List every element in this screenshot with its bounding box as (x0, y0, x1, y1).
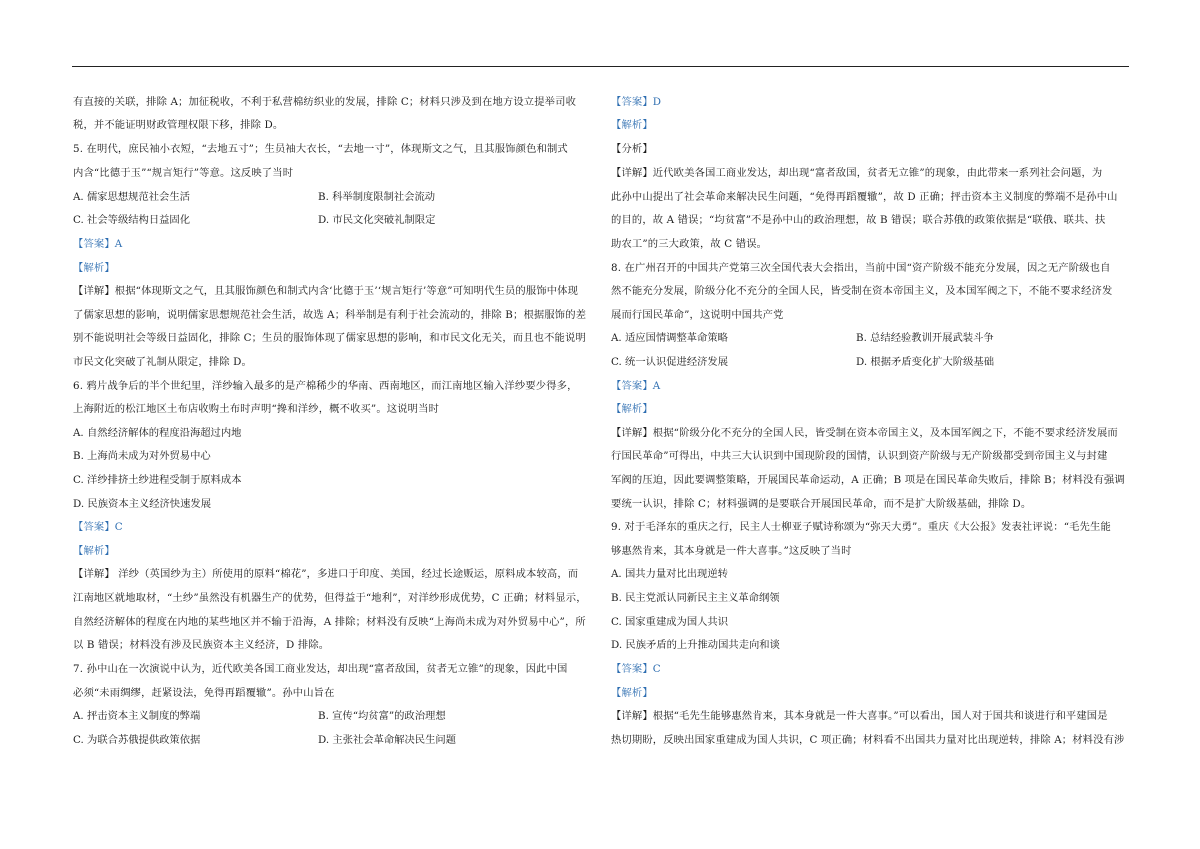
option-b: B. 宣传“均贫富”的政治理想 (318, 710, 446, 722)
explanation-line: 军阀的压迫，因此要调整策略，开展国民革命运动，A 正确；B 项是在国民革命失败后，排除 B；材料没有强调 (611, 474, 1125, 486)
explanation-line: 了儒家思想的影响，说明儒家思想规范社会生活，故选 A；科举制是有利于社会流动的，排除 B；根据服饰的差 (73, 309, 587, 321)
header-rule (72, 66, 1129, 67)
option-c: C. 为联合苏俄提供政策依据 (73, 734, 201, 746)
explanation-line: 【详解】根据“阶级分化不充分的全国人民，皆受制在资本帝国主义，及本国军阀之下，不能不要求经济发展而 (611, 427, 1118, 439)
explanation-line: 的目的，故 A 错误；“均贫富”不是孙中山的政治理想，故 B 错误；联合苏俄的政策依据是“联俄、联共、扶 (611, 214, 1106, 226)
analysis-label: 【解析】 (611, 119, 653, 131)
question-8-stem: 8. 在广州召开的中国共产党第三次全国代表大会指出，当前中国“资产阶级不能充分发展，因之无产阶级也自 (611, 262, 1111, 274)
option-b: B. 上海尚未成为对外贸易中心 (73, 450, 211, 462)
question-6-stem: 6. 鸦片战争后的半个世纪里，洋纱输入最多的是产棉稀少的华南、西南地区，而江南地区输入洋纱要少得多， (73, 380, 578, 392)
option-c: C. 社会等级结构日益固化 (73, 214, 191, 226)
option-b: B. 民主党派认同新民主主义革命纲领 (611, 592, 780, 604)
option-a: A. 自然经济解体的程度沿海超过内地 (73, 427, 242, 439)
question-9-stem: 9. 对于毛泽东的重庆之行，民主人士柳亚子赋诗称颂为“弥天大勇”。重庆《大公报》发表社评说：“毛先生能 (611, 521, 1111, 533)
answer-label: 【答案】A (611, 380, 661, 392)
option-d: D. 根据矛盾变化扩大阶级基础 (856, 356, 994, 368)
analysis-label: 【解析】 (611, 403, 653, 415)
paragraph-line: 税，并不能证明财政管理权限下移，排除 D。 (73, 119, 284, 131)
question-5-stem: 内含“比德于玉”“规言矩行”等意。这反映了当时 (73, 167, 294, 179)
option-b: B. 科举制度限制社会流动 (318, 191, 436, 203)
question-9-stem: 够惠然肯来，其本身就是一件大喜事。”这反映了当时 (611, 545, 852, 557)
analysis-label: 【解析】 (73, 545, 115, 557)
explanation-line: 此孙中山提出了社会革命来解决民生问题，“免得再蹈覆辙”，故 D 正确；抨击资本主义制度的弊端不是孙中山 (611, 191, 1118, 203)
question-5-stem: 5. 在明代，庶民袖小衣短，“去地五寸”；生员袖大衣长，“去地一寸”，体现斯文之气，且其服饰颜色和制式 (73, 143, 568, 155)
option-d: D. 民族资本主义经济快速发展 (73, 498, 211, 510)
option-c: C. 统一认识促进经济发展 (611, 356, 729, 368)
option-b: B. 总结经验教训开展武装斗争 (856, 332, 994, 344)
analysis-heading: 【分析】 (611, 143, 653, 155)
question-7-stem: 必须“未雨绸缪，赶紧设法，免得再蹈覆辙”。孙中山旨在 (73, 687, 335, 699)
analysis-label: 【解析】 (611, 687, 653, 699)
explanation-line: 市民文化突破了礼制从限定，排除 D。 (73, 356, 252, 368)
explanation-line: 行国民革命”可得出，中共三大认识到中国现阶段的国情，认识到资产阶级与无产阶级都受到帝国主义与封建 (611, 450, 1108, 462)
question-7-stem: 7. 孙中山在一次演说中认为，近代欧美各国工商业发达，却出现“富者敌国，贫者无立锥”的现象，因此中国 (73, 663, 568, 675)
option-c: C. 国家重建成为国人共识 (611, 616, 729, 628)
option-a: A. 抨击资本主义制度的弊端 (73, 710, 201, 722)
question-8-stem: 展而行国民革命”，这说明中国共产党 (611, 309, 784, 321)
option-c: C. 洋纱排挤土纱进程受制于原料成本 (73, 474, 242, 486)
question-6-stem: 上海附近的松江地区土布店收购土布时声明“搀和洋纱，概不收买”。这说明当时 (73, 403, 440, 415)
explanation-line: 【详解】近代欧美各国工商业发达，却出现“富者敌国，贫者无立锥”的现象，由此带来一系列社会问题，为 (611, 167, 1103, 179)
explanation-line: 自然经济解体的程度在内地的某些地区并不输于沿海，A 排除；材料没有反映“上海尚未成为对外贸易中心”，所 (73, 616, 586, 628)
option-d: D. 主张社会革命解决民生问题 (318, 734, 456, 746)
answer-label: 【答案】C (73, 521, 123, 533)
question-8-stem: 然不能充分发展，阶级分化不充分的全国人民，皆受制在资本帝国主义，及本国军阀之下，不能不要求经济发 (611, 285, 1113, 297)
option-d: D. 民族矛盾的上升推动国共走向和谈 (611, 639, 780, 651)
explanation-line: 【详解】根据“体现斯文之气，且其服饰颜色和制式内含‘比德于玉’‘规言矩行’等意”可知明代生员的服饰中体现 (73, 285, 579, 297)
answer-label: 【答案】A (73, 238, 123, 250)
explanation-line: 热切期盼，反映出国家重建成为国人共识，C 项正确；材料看不出国共力量对比出现逆转，排除 A；材料没有涉 (611, 734, 1125, 746)
answer-label: 【答案】C (611, 663, 661, 675)
option-d: D. 市民文化突破礼制限定 (318, 214, 436, 226)
answer-label: 【答案】D (611, 96, 662, 108)
explanation-line: 【详解】 洋纱（英国纱为主）所使用的原料“棉花”，多进口于印度、美国，经过长途贩运，原料成本较高，而 (73, 568, 579, 580)
explanation-line: 要统一认识，排除 C；材料强调的是要联合开展国民革命，而不是扩大阶级基础，排除 D。 (611, 498, 1032, 510)
option-a: A. 适应国情调整革命策略 (611, 332, 728, 344)
explanation-line: 别不能说明社会等级日益固化，排除 C；生员的服饰体现了儒家思想的影响，和市民文化无关，而且也不能说明 (73, 332, 586, 344)
explanation-line: 助农工”的三大政策，故 C 错误。 (611, 238, 768, 250)
analysis-label: 【解析】 (73, 262, 115, 274)
paragraph-line: 有直接的关联，排除 A；加征税收，不利于私营棉纺织业的发展，排除 C；材料只涉及到在地方设立提举司收 (73, 96, 577, 108)
explanation-line: 以 B 错误；材料没有涉及民族资本主义经济，D 排除。 (73, 639, 330, 651)
option-a: A. 儒家思想规范社会生活 (73, 191, 190, 203)
explanation-line: 江南地区就地取材，“土纱”虽然没有机器生产的优势，但得益于“地利”，对洋纱形成优势，C 正确；材料显示， (73, 592, 587, 604)
explanation-line: 【详解】根据“毛先生能够惠然肯来，其本身就是一件大喜事。”可以看出，国人对于国共和谈进行和平建国是 (611, 710, 1108, 722)
option-a: A. 国共力量对比出现逆转 (611, 568, 728, 580)
